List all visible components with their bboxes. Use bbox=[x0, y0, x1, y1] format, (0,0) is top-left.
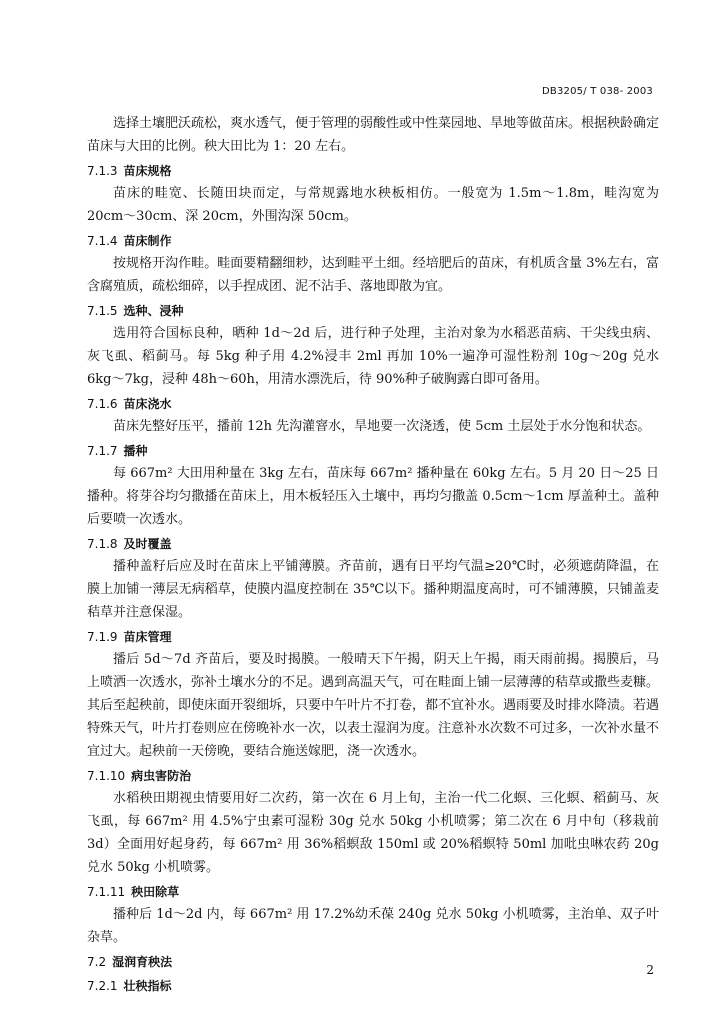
section-heading bbox=[87, 230, 659, 252]
page-number: 2 bbox=[646, 963, 654, 977]
paragraph: 按规格开沟作畦。畦面要精翻细耖，达到畦平土细。经培肥后的苗床，有机质含量 3%左右，富含腐殖质，疏松细碎，以手捏成团、泥不沾手、落地即散为宜。 bbox=[87, 256, 659, 294]
section-title: 湿润育秧法 bbox=[112, 955, 173, 969]
paragraph: 播后 5d～7d 齐苗后，要及时揭膜。一般晴天下午揭，阴天上午揭，雨天雨前揭。揭膜后，马上喷洒一次透水，弥补土壤水分的不足。遇到高温天气，可在畦面上铺一层薄薄的秸草或撒些麦糠。其后至起秧前，即使床面开裂细坼，只要中午叶片不打卷，都不宜补水。遇雨要及时排水降渍。若遇特殊天气，叶片打卷则应在傍晚补水一次，以表土湿润为度。注意补水次数不可过多，一次补水量不宜过大。起秧前一天傍晚，要结合施送嫁肥，浇一次透水。 bbox=[87, 652, 660, 759]
section-number: 7.2.1 bbox=[87, 979, 118, 993]
section-number: 7.1.10 bbox=[87, 769, 126, 783]
section-heading bbox=[87, 881, 659, 903]
section-number: 7.1.11 bbox=[87, 885, 126, 899]
paragraph: 播种后 1d～2d 内，每 667m² 用 17.2%幼禾葆 240g 兑水 50kg 小机喷雾，主治单、双子叶杂草。 bbox=[87, 907, 659, 945]
paragraph: 播种盖籽后应及时在苗床上平铺薄膜。齐苗前，遇有日平均气温≥20℃时，必须遮荫降温，在膜上加铺一薄层无病稻草，使膜内温度控制在 35℃以下。播种期温度高时，可不铺薄膜，只铺盖麦秸草并注意保湿。 bbox=[87, 559, 659, 620]
section-title: 苗床管理 bbox=[123, 630, 172, 644]
section-heading bbox=[87, 393, 659, 415]
section-number: 7.1.6 bbox=[87, 397, 118, 411]
paragraph: 选用符合国标良种，晒种 1d～2d 后，进行种子处理，主治对象为水稻恶苗病、干尖线虫病、灰飞虱、稻蓟马。每 5kg 种子用 4.2%浸丰 2ml 再加 10%一遍净可湿性粉剂 10g～20g 兑水 6kg～7kg，浸种 48h～60h，用清水漂洗后，待 90%种子破胸露白即可备用。 bbox=[87, 326, 659, 387]
section-title: 播种 bbox=[123, 444, 148, 458]
paragraph: 每 667m² 大田用种量在 3kg 左右，苗床每 667m² 播种量在 60kg 左右。5 月 20 日～25 日播种。将芽谷均匀撒播在苗床上，用木板轻压入土壤中，再均匀撒盖 0.5cm～1cm 厚盖种土。盖种后要喷一次透水。 bbox=[87, 466, 659, 527]
section-title: 秧田除草 bbox=[131, 885, 180, 899]
paragraph: 苗床的畦宽、长随田块而定，与常规露地水秧板相仿。一般宽为 1.5m～1.8m，畦沟宽为 20cm～30cm、深 20cm，外围沟深 50cm。 bbox=[87, 186, 659, 224]
section-number: 7.1.9 bbox=[87, 630, 118, 644]
document-body bbox=[87, 112, 659, 997]
document-code-header: DB3205/ T 038- 2003 bbox=[542, 86, 653, 97]
section-heading bbox=[87, 951, 659, 973]
paragraph: 选择土壤肥沃疏松，爽水透气，便于管理的弱酸性或中性菜园地、旱地等做苗床。根据秧龄确定苗床与大田的比例。秧大田比为 1：20 左右。 bbox=[87, 116, 660, 154]
section-number: 7.1.7 bbox=[87, 444, 118, 458]
section-title: 苗床制作 bbox=[123, 234, 172, 248]
section-title: 苗床规格 bbox=[123, 164, 172, 178]
section-number: 7.1.3 bbox=[87, 164, 118, 178]
section-heading bbox=[87, 975, 659, 997]
section-number: 7.1.8 bbox=[87, 537, 118, 551]
section-title: 病虫害防治 bbox=[131, 769, 192, 783]
section-heading bbox=[87, 300, 659, 322]
section-title: 苗床浇水 bbox=[123, 397, 172, 411]
section-title: 壮秧指标 bbox=[123, 979, 172, 993]
paragraph: 水稻秧田期视虫情要用好二次药，第一次在 6 月上旬，主治一代二化螟、三化螟、稻蓟马、灰飞虱，每 667m² 用 4.5%宁虫素可湿粉 30g 兑水 50kg 小机喷雾；第二次在 6 月中旬（移栽前 3d）全面用好起身药，每 667m² 用 36%稻螟敌 150ml 或 20%稻螟特 50ml 加吡虫啉农药 20g 兑水 50kg 小机喷雾。 bbox=[87, 791, 659, 875]
section-title: 选种、浸种 bbox=[123, 304, 184, 318]
section-heading bbox=[87, 626, 659, 648]
section-number: 7.1.4 bbox=[87, 234, 118, 248]
section-heading bbox=[87, 533, 659, 555]
paragraph: 苗床先整好压平，播前 12h 先沟灌窨水，旱地要一次浇透，使 5cm 土层处于水分饱和状态。 bbox=[113, 419, 651, 434]
section-number: 7.2 bbox=[87, 955, 107, 969]
section-title: 及时覆盖 bbox=[123, 537, 172, 551]
section-heading bbox=[87, 765, 659, 787]
section-heading bbox=[87, 440, 659, 462]
section-heading bbox=[87, 160, 659, 182]
section-number: 7.1.5 bbox=[87, 304, 118, 318]
